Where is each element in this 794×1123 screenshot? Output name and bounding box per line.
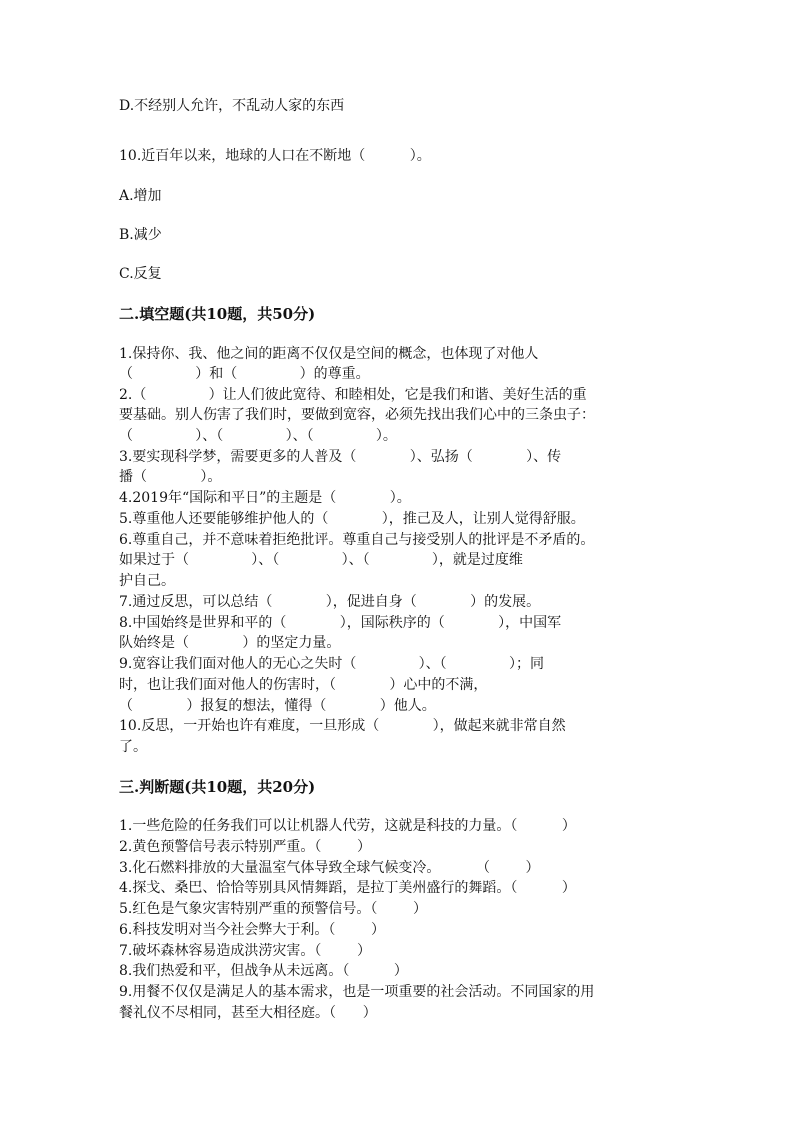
fill-line: 了。 [119,739,147,755]
fill-line: 要基础。别人伤害了我们时，要做到宽容，必须先找出我们心中的三条虫子： [119,407,595,423]
fill-line: 护自己。 [119,573,175,589]
fill-line: 10.反思，一开始也许有难度，一旦形成（ ），做起来就非常自然 [119,718,566,734]
judge-line: 2.黄色预警信号表示特别严重。（ ） [119,839,371,855]
fill-line: 6.尊重自己，并不意味着拒绝批评。尊重自己与接受别人的批评是不矛盾的。 [119,532,595,548]
fill-line: 8.中国始终是世界和平的（ ），国际秩序的（ ），中国军 [119,615,562,631]
q9-option-d: D.不经别人允许，不乱动人家的东西 [119,98,345,114]
fill-line: 时，也让我们面对他人的伤害时，（ ）心中的不满， [119,677,488,693]
fill-line: 4.2019年“国际和平日”的主题是（ ）。 [119,490,411,506]
judge-line: 9.用餐不仅仅是满足人的基本需求，也是一项重要的社会活动。不同国家的用 [119,984,595,1000]
judge-line: 6.科技发明对当今社会弊大于利。（ ） [119,922,385,938]
section-3-heading: 三.判断题(共10题，共20分) [119,778,316,796]
section-2-heading: 二.填空题(共10题，共50分) [119,305,316,323]
q10-option-c: C.反复 [119,266,162,282]
judge-line: 4.探戈、桑巴、恰恰等别具风情舞蹈，是拉丁美州盛行的舞蹈。（ ） [119,880,576,896]
q10-stem: 10.近百年以来，地球的人口在不断地（ ）。 [119,148,431,164]
judge-line: 8.我们热爱和平，但战争从未远离。（ ） [119,963,408,979]
fill-line: （ ）、（ ）、（ ）。 [119,428,397,444]
fill-line: （ ）和（ ）的尊重。 [119,366,370,382]
fill-line: 如果过于（ ）、（ ）、（ ），就是过度维 [119,552,523,568]
judge-line: 5.红色是气象灾害特别严重的预警信号。（ ） [119,901,427,917]
fill-line: 7.通过反思，可以总结（ ），促进自身（ ）的发展。 [119,594,541,610]
q10-option-b: B.减少 [119,227,162,243]
judge-line: 餐礼仪不尽相同，甚至大相径庭。（ ） [119,1005,377,1021]
judge-line: 1.一些危险的任务我们可以让机器人代劳，这就是科技的力量。（ ） [119,818,576,834]
q10-option-a: A.增加 [119,188,162,204]
fill-line: 播（ ）。 [119,469,222,485]
fill-line: 9.宽容让我们面对他人的无心之失时（ ）、（ ）；同 [119,656,544,672]
fill-line: 5.尊重他人还要能够维护他人的（ ），推己及人，让别人觉得舒服。 [119,511,585,527]
judge-line: 3.化石燃料排放的大量温室气体导致全球气候变冷。 （ ） [119,860,540,876]
fill-line: （ ）报复的想法，懂得（ ）他人。 [119,698,436,714]
fill-line: 2.（ ）让人们彼此宽待、和睦相处，它是我们和谐、美好生活的重 [119,387,587,403]
fill-line: 1.保持你、我、他之间的距离不仅仅是空间的概念，也体现了对他人 [119,346,539,362]
judge-line: 7.破坏森林容易造成洪涝灾害。（ ） [119,943,371,959]
fill-line: 队始终是（ ）的坚定力量。 [119,635,341,651]
fill-line: 3.要实现科学梦，需要更多的人普及（ ）、弘扬（ ）、传 [119,449,562,465]
